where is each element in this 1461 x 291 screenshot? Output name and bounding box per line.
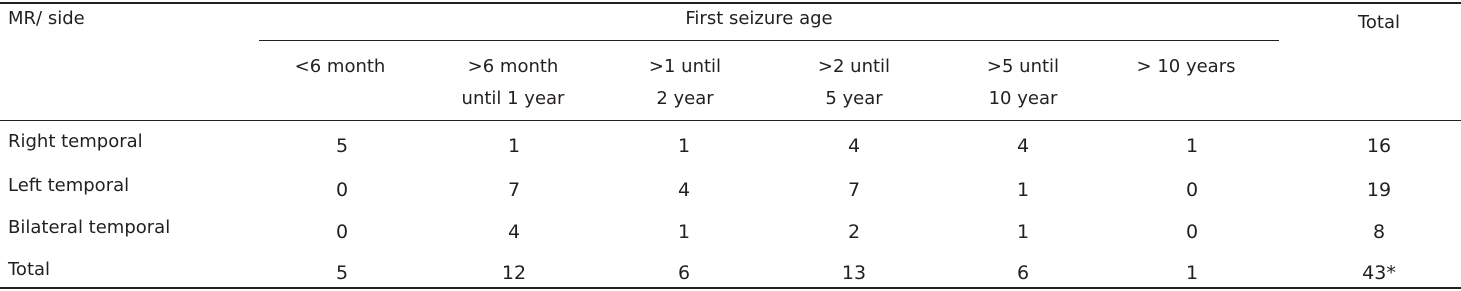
- row-total: 8: [1372, 221, 1386, 243]
- age-col-header-4: >2 until: [817, 56, 891, 77]
- cell: 12: [501, 262, 527, 284]
- cell: 0: [1185, 179, 1199, 201]
- row-label: Bilateral temporal: [8, 217, 171, 238]
- cell: 4: [507, 221, 521, 243]
- cell: 6: [1016, 262, 1030, 284]
- cell: 4: [1016, 135, 1030, 157]
- cell: 1: [507, 135, 521, 157]
- cell: 1: [1016, 221, 1030, 243]
- cell: 4: [847, 135, 861, 157]
- age-col-header-6: > 10 years: [1136, 56, 1236, 77]
- cell: 13: [841, 262, 867, 284]
- cell: 7: [507, 179, 521, 201]
- row-total: 16: [1366, 135, 1392, 157]
- row-total: 43*: [1362, 262, 1396, 284]
- top-rule: [0, 2, 1461, 4]
- age-col-header-5-line2: 10 year: [988, 88, 1058, 109]
- cell: 0: [335, 221, 349, 243]
- group-header: First seizure age: [685, 8, 833, 29]
- cell: 2: [847, 221, 861, 243]
- age-col-header-4-line2: 5 year: [825, 88, 883, 109]
- cell: 4: [677, 179, 691, 201]
- row-label: Left temporal: [8, 175, 130, 196]
- cell: 6: [677, 262, 691, 284]
- age-col-header-2: >6 month: [467, 56, 559, 77]
- age-col-header-3-line2: 2 year: [656, 88, 714, 109]
- total-column-header: Total: [1357, 12, 1401, 33]
- cell: 0: [1185, 221, 1199, 243]
- row-total: 19: [1366, 179, 1392, 201]
- cell: 5: [335, 135, 349, 157]
- row-label: Right temporal: [8, 131, 143, 152]
- cell: 5: [335, 262, 349, 284]
- header-bottom-rule: [0, 120, 1461, 121]
- cell: 7: [847, 179, 861, 201]
- age-col-header-2-line2: until 1 year: [461, 88, 565, 109]
- cell: 1: [1185, 262, 1199, 284]
- cell: 1: [677, 135, 691, 157]
- cell: 0: [335, 179, 349, 201]
- cell: 1: [1185, 135, 1199, 157]
- age-col-header-5: >5 until: [986, 56, 1060, 77]
- cell: 1: [677, 221, 691, 243]
- group-underline: [259, 40, 1279, 41]
- age-col-header-1: <6 month: [294, 56, 386, 77]
- bottom-rule: [0, 287, 1461, 289]
- row-label: Total: [8, 259, 51, 280]
- age-col-header-3: >1 until: [648, 56, 722, 77]
- cell: 1: [1016, 179, 1030, 201]
- row-label-header: MR/ side: [8, 8, 85, 29]
